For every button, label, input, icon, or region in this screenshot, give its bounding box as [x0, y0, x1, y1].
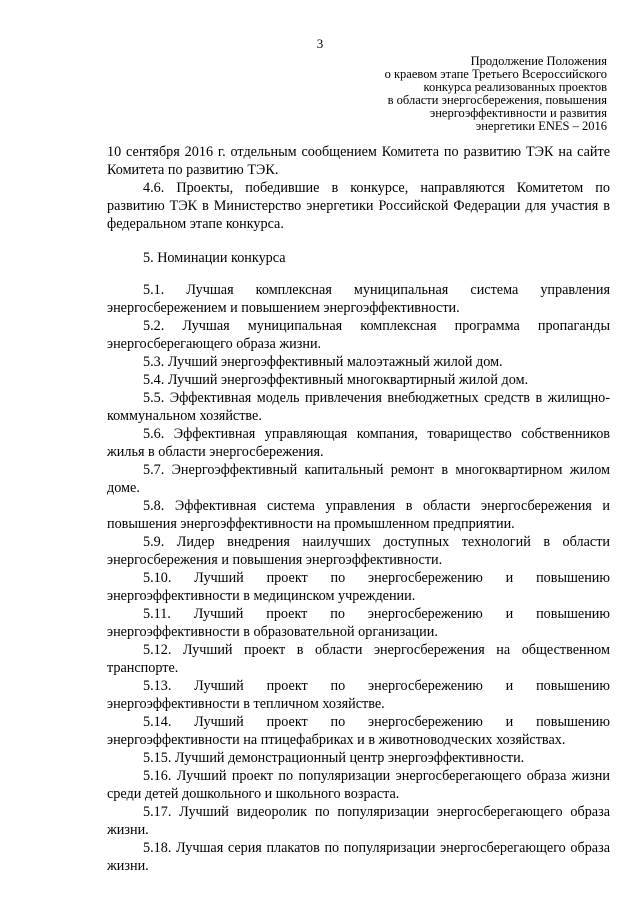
list-item: 5.16. Лучший проект по популяризации энергосберегающего образа жизни среди детей дошкольного и школьного возраста.: [107, 768, 610, 802]
header-line: энергетики ENES – 2016: [475, 119, 607, 133]
header-line: Продолжение Положения: [470, 54, 607, 68]
list-item: 5.4. Лучший энергоэффективный многоквартирный жилой дом.: [143, 372, 529, 388]
list-item: 5.2. Лучшая муниципальная комплексная программа пропаганды энергосберегающего образа жизни.: [107, 318, 610, 352]
list-item: 5.15. Лучший демонстрационный центр энергоэффективности.: [143, 750, 525, 766]
list-item: 5.17. Лучший видеоролик по популяризации энергосберегающего образа жизни.: [107, 804, 610, 838]
document-body: [107, 143, 610, 875]
list-item: 5.12. Лучший проект в области энергосбережения на общественном транспорте.: [107, 642, 610, 676]
page-number: 3: [316, 36, 324, 51]
list-item: 5.8. Эффективная система управления в области энергосбережения и повышения энергоэффективности на промышленном предприятии.: [107, 498, 610, 532]
list-item: 5.6. Эффективная управляющая компания, товарищество собственников жилья в области энергосбережения.: [107, 426, 610, 460]
continuation-paragraph: 10 сентября 2016 г. отдельным сообщением Комитета по развитию ТЭК на сайте Комитета по развитию ТЭК.: [107, 144, 610, 178]
list-item: 5.9. Лидер внедрения наилучших доступных технологий в области энергосбережения и повышения энергоэффективности.: [107, 534, 610, 568]
header-line: конкурса реализованных проектов: [423, 80, 607, 94]
nominations-list: [107, 281, 610, 875]
list-item: 5.11. Лучший проект по энергосбережению и повышению энергоэффективности в образовательной организации.: [107, 606, 610, 640]
section-heading: 5. Номинации конкурса: [143, 250, 286, 266]
list-item: 5.5. Эффективная модель привлечения внебюджетных средств в жилищно-коммунальном хозяйстве.: [107, 390, 610, 424]
list-item: 5.18. Лучшая серия плакатов по популяризации энергосберегающего образа жизни.: [107, 840, 610, 874]
document-header: [347, 55, 607, 133]
header-line: энергоэффективности и развития: [429, 106, 607, 120]
list-item: 5.7. Энергоэффективный капитальный ремонт в многоквартирном жилом доме.: [107, 462, 610, 496]
list-item: 5.10. Лучший проект по энергосбережению и повышению энергоэффективности в медицинском учреждении.: [107, 570, 610, 604]
list-item: 5.14. Лучший проект по энергосбережению и повышению энергоэффективности на птицефабриках и в животноводческих хозяйствах.: [107, 714, 610, 748]
list-item: 5.13. Лучший проект по энергосбережению и повышению энергоэффективности в тепличном хозяйстве.: [107, 678, 610, 712]
list-item: 5.3. Лучший энергоэффективный малоэтажный жилой дом.: [143, 354, 503, 370]
paragraph-4-6: 4.6. Проекты, победившие в конкурсе, направляются Комитетом по развитию ТЭК в Министерство энергетики Российской Федерации для участия в федеральном этапе конкурса.: [107, 180, 610, 232]
list-item: 5.1. Лучшая комплексная муниципальная система управления энергосбережением и повышением энергоэффективности.: [107, 282, 610, 316]
header-line: в области энергосбережения, повышения: [387, 93, 607, 107]
header-line: о краевом этапе Третьего Всероссийского: [384, 67, 607, 81]
